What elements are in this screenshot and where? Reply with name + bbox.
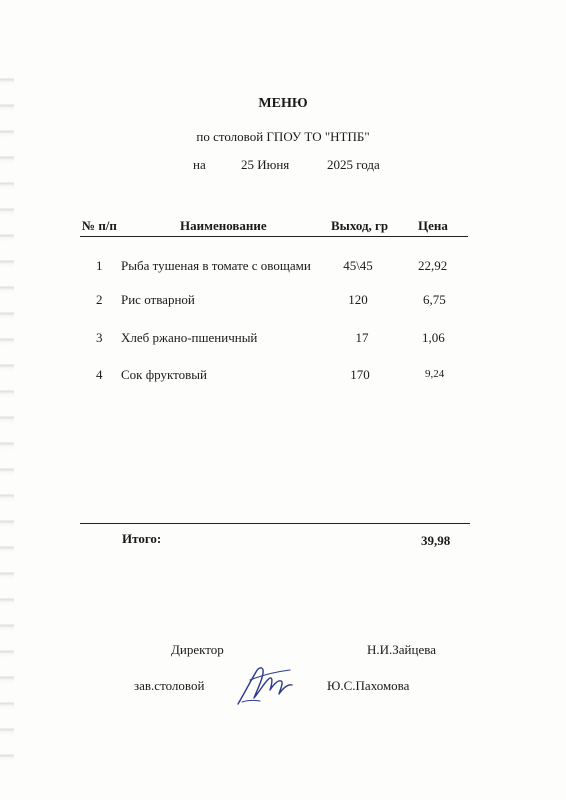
director-title: Директор [171, 642, 224, 657]
row-3-number: 3 [96, 330, 103, 345]
canteen-head-name: Ю.С.Пахомова [327, 678, 410, 693]
canteen-head-title: зав.столовой [134, 678, 205, 693]
total-divider [80, 523, 470, 524]
menu-year: 2025 года [327, 157, 380, 172]
page-title: МЕНЮ [258, 96, 308, 111]
column-header-price: Цена [418, 218, 448, 233]
row-2-name: Рис отварной [121, 292, 195, 307]
menu-date: 25 Июня [241, 157, 290, 172]
row-1-name: Рыба тушеная в томате с овощами [121, 258, 311, 273]
column-header-number: № п/п [82, 218, 117, 233]
page-subtitle: по столовой ГПОУ ТО "НТПБ" [196, 129, 370, 144]
row-4-price: 9,24 [425, 368, 445, 380]
total-label: Итого: [122, 531, 162, 546]
header-divider [80, 236, 468, 237]
row-3-price: 1,06 [422, 330, 445, 345]
director-name: Н.И.Зайцева [367, 642, 436, 657]
row-2-price: 6,75 [423, 292, 446, 307]
column-header-name: Наименование [180, 218, 267, 233]
row-1-price: 22,92 [418, 258, 448, 273]
total-value: 39,98 [421, 533, 451, 548]
scan-edge-shading [0, 60, 14, 760]
handwritten-signature [232, 658, 296, 710]
row-3-name: Хлеб ржано-пшеничный [121, 330, 258, 345]
row-1-yield: 45\45 [343, 258, 373, 273]
row-2-yield: 120 [348, 292, 368, 307]
row-2-number: 2 [96, 292, 103, 307]
row-4-number: 4 [96, 367, 103, 382]
date-prefix: на [193, 157, 206, 172]
row-3-yield: 17 [355, 330, 369, 345]
row-4-yield: 170 [350, 367, 370, 382]
column-header-yield: Выход, гр [331, 218, 389, 233]
row-4-name: Сок фруктовый [121, 367, 207, 382]
row-1-number: 1 [96, 258, 103, 273]
